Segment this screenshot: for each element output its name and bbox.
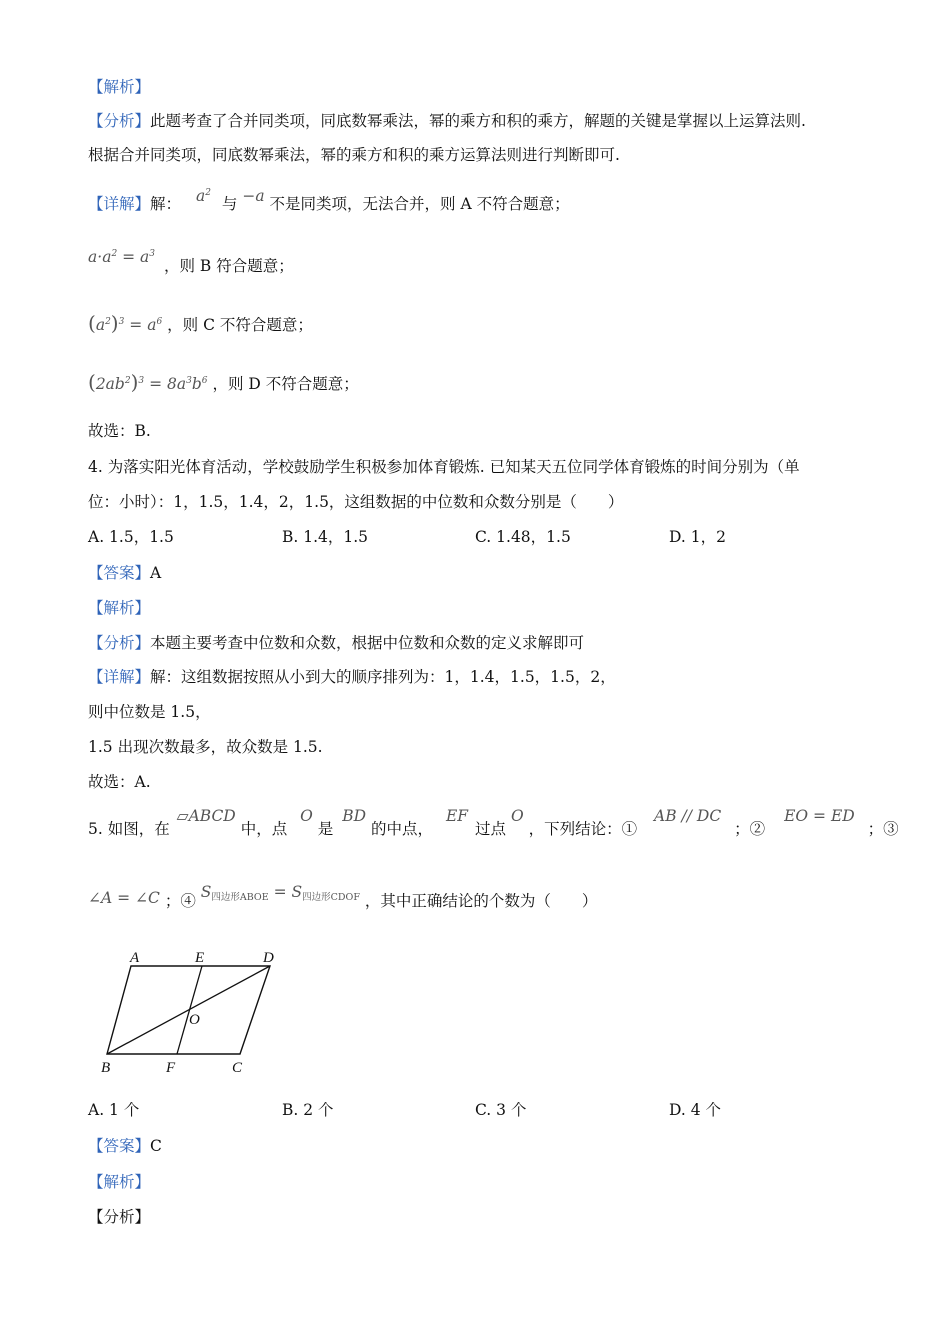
q5-option-c: C. 3 个	[475, 1101, 527, 1119]
q4-fenxi-label: 【分析】	[88, 634, 151, 652]
q3-b-text: ，则 B 符合题意；	[163, 257, 294, 276]
q3-d-b: b	[191, 375, 202, 394]
q3-c-eq: =	[129, 316, 143, 335]
q5-xialie: ，下列结论：①	[528, 820, 638, 838]
q3-xiangjie-line	[88, 187, 570, 215]
q3-yu: 与	[221, 195, 238, 214]
q4-guxuan: 故选：A.	[88, 773, 151, 791]
q3-c-text: ，则 C 不符合题意；	[167, 316, 313, 335]
q5-conclusion-1: AB // DC	[654, 807, 722, 825]
q4-option-b: B. 1.4，1.5	[282, 528, 369, 546]
q5-o1: O	[300, 807, 313, 825]
q5-answer: C	[150, 1137, 162, 1155]
q5-tail: ，其中正确结论的个数为（ ）	[364, 892, 598, 910]
q3-a-text: 不是同类项，无法合并，则 A 不符合题意；	[269, 195, 570, 214]
q3-d-b-exp: 6	[201, 376, 208, 386]
diagonal-bd	[107, 966, 270, 1054]
q5-o2: O	[510, 807, 524, 825]
q3-c-rparen: )	[110, 311, 119, 336]
q3-xiangjie-prefix: 解：	[150, 195, 182, 214]
q4-answer-line	[88, 562, 161, 584]
q4-answer-label: 【答案】	[88, 564, 151, 582]
q3-a-term1-base: a	[195, 187, 206, 206]
q5-guo-dian: 过点	[474, 820, 506, 838]
label-f: F	[166, 1060, 176, 1076]
q3-d-inner-exp: 2	[124, 376, 131, 386]
q3-d-lparen: (	[88, 370, 96, 395]
q3-d-text: ，则 D 不符合题意；	[212, 375, 359, 394]
q3-c-outer-exp: 3	[118, 317, 125, 327]
q5-ef: EF	[445, 807, 469, 825]
q5-parallelogram-symbol: ▱	[176, 807, 189, 825]
q5-sep2: ；②	[734, 820, 766, 838]
q5-shi: 是	[317, 820, 334, 838]
q3-c-expr	[88, 311, 163, 336]
q5-sep3: ；③	[867, 820, 899, 838]
q3-jiexi-heading: 【解析】	[88, 78, 151, 96]
q5-stem-line1	[88, 807, 899, 840]
q5-option-d: D. 4 个	[669, 1101, 722, 1119]
q4-mode-line: 1.5 出现次数最多，故众数是 1.5.	[88, 738, 323, 756]
q5-s1-sub: 四边形ABOE	[211, 892, 269, 903]
q5-s2-sub: 四边形CDOF	[302, 892, 360, 903]
q4-stem-line1: 4. 为落实阳光体育活动，学校鼓励学生积极参加体育锻炼. 已知某天五位同学体育锻炼的时间分别为（单	[88, 458, 800, 476]
label-e: E	[195, 950, 205, 966]
q3-fenxi-label: 【分析】	[88, 112, 151, 130]
q3-c-a-exp: 2	[105, 317, 111, 327]
q5-conclusion-2: EO = ED	[784, 807, 855, 825]
label-a: A	[130, 950, 140, 966]
q5-s1: S	[200, 883, 212, 901]
q5-fenxi-heading: 【分析】	[88, 1208, 151, 1226]
q3-d-line	[88, 370, 359, 395]
q3-d-rparen: )	[130, 370, 139, 395]
q5-s2: S	[291, 883, 303, 901]
q4-answer: A	[150, 564, 162, 582]
q3-d-8a: 8a	[167, 375, 187, 394]
q4-fenxi-text: 本题主要考查中位数和众数，根据中位数和众数的定义求解即可	[150, 634, 585, 652]
q3-a-term1-exp: 2	[205, 188, 211, 198]
q3-c-line	[88, 311, 313, 336]
q3-d-eq: =	[149, 375, 163, 394]
q3-fenxi-line2: 根据合并同类项，同底数幂乘法，幂的乘方和积的乘方运算法则进行判断即可.	[88, 146, 620, 164]
q4-median-line: 则中位数是 1.5，	[88, 703, 211, 721]
q5-conclusion-4	[201, 883, 360, 901]
q5-de-zhongdian: 的中点，	[371, 820, 434, 838]
q4-xiangjie-line	[88, 666, 616, 688]
q5-jiexi-heading: 【解析】	[88, 1173, 151, 1191]
q4-fenxi-line	[88, 632, 584, 654]
q5-s-eq: =	[273, 883, 287, 901]
q3-c-a: a	[95, 316, 106, 335]
q3-b-a: a	[88, 248, 98, 267]
q3-d-8a-exp: 3	[186, 376, 192, 386]
q5-stem-line2	[88, 883, 598, 918]
q5-answer-label: 【答案】	[88, 1137, 151, 1155]
q3-b-dot: ·	[97, 248, 103, 267]
q5-bd: BD	[342, 807, 367, 825]
q4-stem-line2: 位：小时）：1，1.5，1.4，2，1.5，这组数据的中位数和众数分别是（ ）	[88, 493, 624, 511]
q4-xiangjie-label: 【详解】	[88, 668, 151, 686]
q5-answer-line	[88, 1135, 162, 1157]
q5-option-b: B. 2 个	[282, 1101, 334, 1119]
q3-c-lparen: (	[88, 311, 96, 336]
q4-option-a: A. 1.5，1.5	[88, 528, 174, 546]
q3-b-a3-exp: 3	[149, 249, 156, 259]
q3-b-line	[88, 248, 294, 277]
q5-option-a: A. 1 个	[88, 1101, 140, 1119]
q5-conclusion-3: ∠A = ∠C	[88, 889, 160, 907]
q3-fenxi-text: 此题考查了合并同类项，同底数幂乘法，幂的乘方和积的乘方，解题的关键是掌握以上运算法则.	[150, 112, 806, 130]
q4-jiexi-heading: 【解析】	[88, 599, 151, 617]
q4-option-c: C. 1.48，1.5	[475, 528, 571, 546]
q3-a-term1	[196, 187, 211, 205]
q5-stem-pre: 5. 如图，在	[88, 820, 170, 838]
q3-d-inner: 2ab	[95, 375, 125, 394]
q5-parallelogram-figure	[95, 944, 295, 1080]
q3-fenxi-line	[88, 110, 806, 132]
q3-b-a3: a	[140, 248, 150, 267]
q3-b-expr	[88, 248, 155, 266]
q3-b-a2-exp: 2	[111, 249, 118, 259]
q4-option-d: D. 1，2	[669, 528, 726, 546]
q3-guxuan: 故选：B.	[88, 422, 151, 440]
label-d: D	[263, 950, 274, 966]
q5-abcd: ABCD	[188, 807, 236, 825]
q3-c-a6: a	[147, 316, 157, 335]
q3-c-a6-exp: 6	[156, 317, 163, 327]
label-b: B	[101, 1060, 111, 1076]
q5-parallelogram-abcd	[177, 807, 236, 825]
label-c: C	[232, 1060, 243, 1076]
segment-ef	[177, 966, 202, 1054]
label-o: O	[189, 1012, 200, 1028]
q3-b-a2: a	[102, 248, 112, 267]
q3-b-eq: =	[122, 248, 136, 267]
q3-a-term2: −a	[242, 187, 265, 206]
q3-xiangjie-label: 【详解】	[88, 195, 151, 214]
q5-zhong-dian: 中，点	[240, 820, 288, 838]
q5-sep4: ；④	[164, 892, 196, 910]
q3-d-outer-exp: 3	[138, 376, 145, 386]
q3-d-expr	[88, 370, 208, 395]
q4-xiangjie-text: 解：这组数据按照从小到大的顺序排列为：1，1.4，1.5，1.5，2，	[150, 668, 616, 686]
